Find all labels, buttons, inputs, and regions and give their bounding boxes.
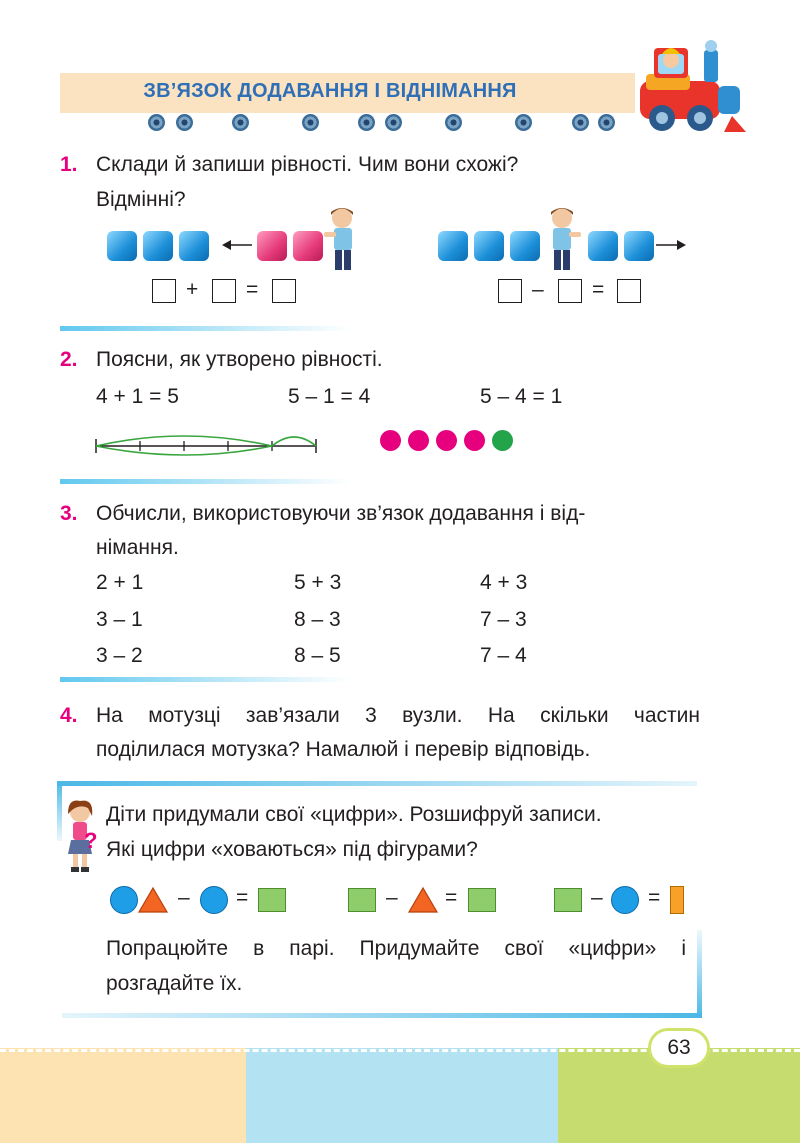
expression: 3 – 2 [96, 644, 143, 667]
arrow-right-icon [656, 238, 686, 252]
answer-box[interactable] [498, 279, 522, 303]
task-number: 3. [60, 502, 78, 525]
equation: 5 – 1 = 4 [288, 385, 371, 408]
bonus-text: Діти придумали свої «цифри». Розшифруй записи. [106, 803, 602, 826]
pink-dot [436, 430, 457, 451]
pink-cube [293, 231, 323, 261]
boy-figure [322, 206, 360, 272]
answer-box[interactable] [212, 279, 236, 303]
footer-band-blue [246, 1048, 558, 1143]
equation: 5 – 4 = 1 [480, 385, 563, 408]
circle-shape [611, 886, 639, 914]
footer-band-orange [0, 1048, 246, 1143]
green-dot [492, 430, 513, 451]
wheel-icon [572, 114, 589, 131]
frame-top [57, 781, 697, 786]
answer-box[interactable] [558, 279, 582, 303]
task-text: Поясни, як утворено рівності. [96, 348, 383, 371]
square-shape [258, 888, 286, 912]
train-illustration [632, 36, 752, 136]
equals-sign: = [445, 886, 458, 909]
blue-cube [624, 231, 654, 261]
expression: 4 + 3 [480, 571, 528, 594]
minus-sign: – [532, 278, 544, 301]
blue-cube [438, 231, 468, 261]
task-text: Склади й запиши рівності. Чим вони схожі? [96, 153, 519, 176]
equals-sign: = [246, 278, 259, 301]
square-shape [348, 888, 376, 912]
expression: 8 – 3 [294, 608, 341, 631]
circle-shape [110, 886, 138, 914]
expression: 7 – 3 [480, 608, 527, 631]
answer-box[interactable] [152, 279, 176, 303]
page-number: 63 [667, 1036, 691, 1059]
page-title: ЗВ’ЯЗОК ДОДАВАННЯ І ВІДНІМАННЯ [143, 80, 517, 102]
blue-cube [474, 231, 504, 261]
orange-rectangle-shape [670, 886, 684, 914]
answer-box[interactable] [617, 279, 641, 303]
wheel-icon [385, 114, 402, 131]
blue-cube [179, 231, 209, 261]
task-text: Відмінні? [96, 188, 186, 211]
svg-text:?: ? [84, 828, 98, 853]
section-divider [60, 326, 350, 331]
arrow-left-icon [222, 238, 254, 252]
pair-text: Попрацюйте в парі. Придумайте свої «цифри» і [106, 937, 686, 960]
square-shape [554, 888, 582, 912]
answer-box[interactable] [272, 279, 296, 303]
section-divider [60, 677, 350, 682]
wheel-icon [598, 114, 615, 131]
boy-figure [543, 206, 581, 272]
number-line [94, 422, 318, 458]
task-number: 1. [60, 153, 78, 176]
expression: 7 – 4 [480, 644, 527, 667]
blue-cube [510, 231, 540, 261]
bonus-text: Які цифри «ховаються» під фігурами? [106, 838, 478, 861]
minus-sign: – [178, 886, 190, 909]
task-number: 2. [60, 348, 78, 371]
section-divider [60, 479, 350, 484]
pair-text: розгадайте їх. [106, 972, 243, 995]
pink-dot [380, 430, 401, 451]
frame-bottom [62, 1013, 702, 1018]
minus-sign: – [386, 886, 398, 909]
expression: 2 + 1 [96, 571, 144, 594]
equals-sign: = [648, 886, 661, 909]
minus-sign: – [591, 886, 603, 909]
wheel-icon [232, 114, 249, 131]
girl-figure [62, 800, 100, 874]
wheel-icon [176, 114, 193, 131]
pink-dot [408, 430, 429, 451]
circle-shape [200, 886, 228, 914]
equals-sign: = [236, 886, 249, 909]
equals-sign: = [592, 278, 605, 301]
task-text: німання. [96, 536, 179, 559]
frame-right [697, 930, 702, 1018]
task-text: Обчисли, використовуючи зв’язок додавання і від- [96, 502, 586, 525]
plus-sign: + [186, 278, 199, 301]
expression: 5 + 3 [294, 571, 342, 594]
wheel-icon [358, 114, 375, 131]
expression: 8 – 5 [294, 644, 341, 667]
task-text: поділилася мотузка? Намалюй і перевір відповідь. [96, 738, 591, 761]
pink-cube [257, 231, 287, 261]
blue-cube [143, 231, 173, 261]
task-text: На мотузці зав’язали 3 вузли. На скільки частин [96, 704, 700, 727]
wheel-icon [515, 114, 532, 131]
wheel-icon [445, 114, 462, 131]
blue-cube [588, 231, 618, 261]
expression: 3 – 1 [96, 608, 143, 631]
wheel-icon [148, 114, 165, 131]
pink-dot [464, 430, 485, 451]
square-shape [468, 888, 496, 912]
wheel-icon [302, 114, 319, 131]
triangle-shape [137, 886, 169, 914]
equation: 4 + 1 = 5 [96, 385, 179, 408]
task-number: 4. [60, 704, 78, 727]
triangle-shape [407, 886, 439, 914]
blue-cube [107, 231, 137, 261]
